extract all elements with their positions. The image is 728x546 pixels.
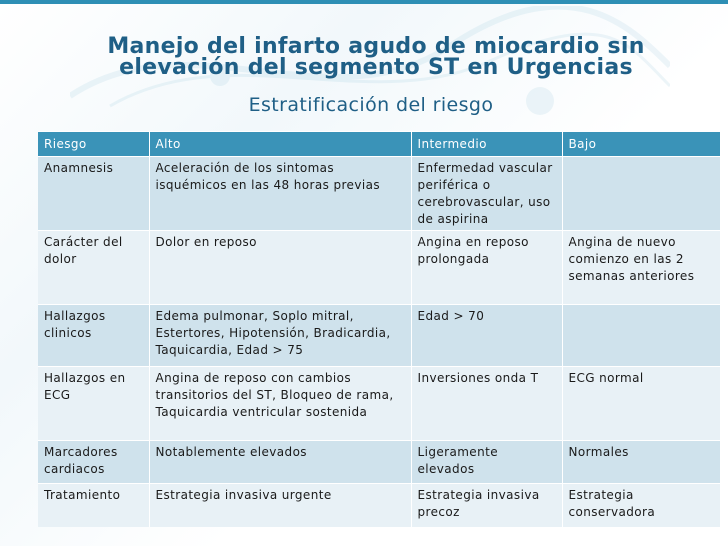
cell-bajo: ECG normal (562, 367, 720, 441)
slide-title: Manejo del infarto agudo de miocardio sin elevación del segmento ST en Urgencias (107, 34, 645, 80)
row-label: Marcadores cardiacos (38, 441, 149, 484)
table-row (38, 367, 720, 441)
table-header-row (38, 132, 720, 157)
cell-bajo: Normales (562, 441, 720, 484)
cell-alto: Estrategia invasiva urgente (149, 484, 411, 527)
top-accent-stripe (0, 0, 728, 4)
cell-bajo (562, 157, 720, 231)
table-row (38, 305, 720, 367)
cell-intermedio: Edad > 70 (411, 305, 562, 367)
risk-stratification-table (38, 131, 720, 527)
header-bajo: Bajo (562, 132, 720, 157)
cell-alto: Edema pulmonar, Soplo mitral, Estertores, Hipotensión, Bradicardia, Taquicardia, Edad > 75 (149, 305, 411, 367)
cell-alto: Aceleración de los sintomas isquémicos en las 48 horas previas (149, 157, 411, 231)
table-row (38, 231, 720, 305)
header-alto: Alto (149, 132, 411, 157)
table-row (38, 441, 720, 484)
cell-intermedio: Angina en reposo prolongada (411, 231, 562, 305)
cell-alto: Dolor en reposo (149, 231, 411, 305)
cell-alto: Notablemente elevados (149, 441, 411, 484)
cell-alto: Angina de reposo con cambios transitorios del ST, Bloqueo de rama, Taquicardia ventricular sostenida (149, 367, 411, 441)
cell-bajo (562, 305, 720, 367)
cell-intermedio: Ligeramente elevados (411, 441, 562, 484)
header-riesgo: Riesgo (38, 132, 149, 157)
row-label: Carácter del dolor (38, 231, 149, 305)
row-label: Hallazgos en ECG (38, 367, 149, 441)
slide-subtitle: Estratificación del riesgo (248, 94, 494, 116)
header-intermedio: Intermedio (411, 132, 562, 157)
table-row (38, 484, 720, 527)
cell-intermedio: Estrategia invasiva precoz (411, 484, 562, 527)
table-row (38, 157, 720, 231)
cell-bajo: Angina de nuevo comienzo en las 2 semanas anteriores (562, 231, 720, 305)
cell-bajo: Estrategia conservadora (562, 484, 720, 527)
row-label: Tratamiento (38, 484, 149, 527)
cell-intermedio: Enfermedad vascular periférica o cerebrovascular, uso de aspirina (411, 157, 562, 231)
row-label: Anamnesis (38, 157, 149, 231)
row-label: Hallazgos clinicos (38, 305, 149, 367)
cell-intermedio: Inversiones onda T (411, 367, 562, 441)
